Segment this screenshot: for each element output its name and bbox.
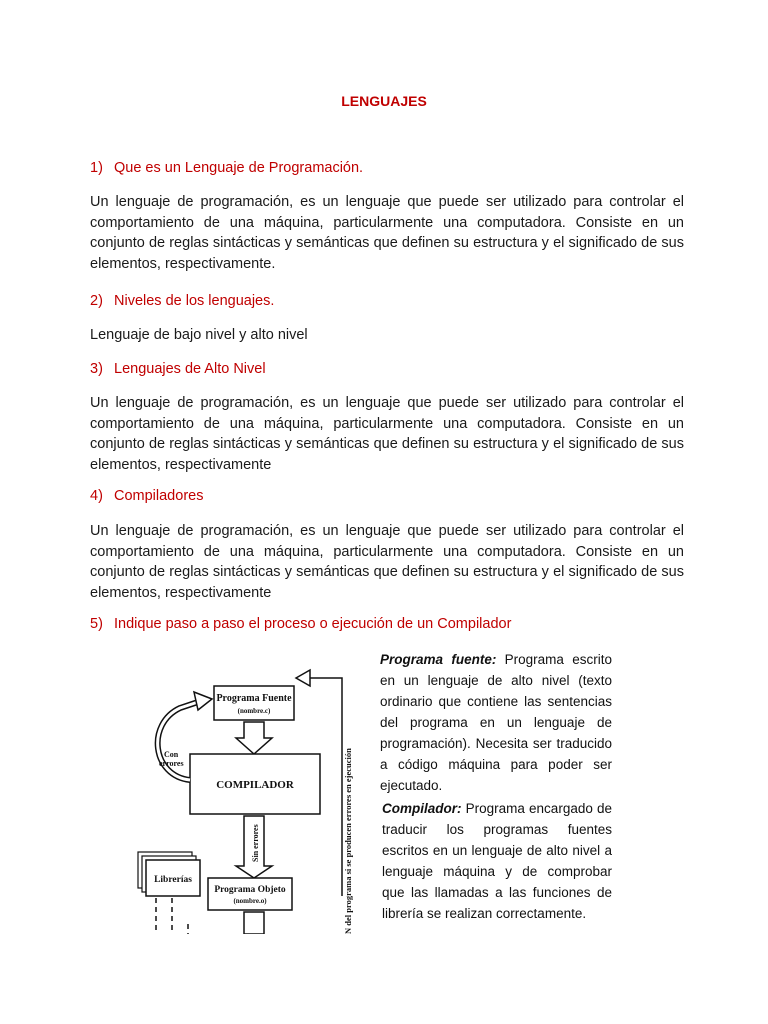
- section-heading-text: Niveles de los lenguajes.: [114, 293, 275, 309]
- object-box-label: Programa Objeto: [214, 885, 286, 895]
- section-number: 3): [90, 361, 103, 377]
- source-file-label: (nombre.c): [237, 707, 271, 715]
- source-definition: [380, 649, 612, 796]
- section-number: 5): [90, 616, 103, 632]
- section-3-body: Un lenguaje de programación, es un lenguaje que puede ser utilizado para controlar el comportamiento de una máquina, particularmente una computadora. Consiste en un conjunto de reglas sintácticas y semánticas que definen su estructura y el significado de sus elementos, respectivamente: [90, 395, 684, 473]
- section-1-body: Un lenguaje de programación, es un lenguaje que puede ser utilizado para controlar el comportamiento de una máquina, particularmente una computadora. Consiste en un conjunto de reglas sintácticas y semánticas que definen su estructura y el significado de sus elementos, respectivamente.: [90, 194, 684, 272]
- arrow-to-compiler: [236, 722, 272, 754]
- section-number: 4): [90, 488, 103, 504]
- page-title: LENGUAJES: [341, 93, 427, 109]
- errors-arrowhead: [194, 692, 212, 710]
- section-heading-text: Que es un Lenguaje de Programación.: [114, 160, 364, 176]
- vertical-execution-text: N del programa si se producen errores en ejecución: [343, 748, 353, 934]
- object-file-label: (nombre.o): [233, 897, 267, 905]
- section-heading-text: Lenguajes de Alto Nivel: [114, 361, 266, 377]
- errors-label-1: Con: [164, 750, 179, 759]
- source-box-label: Programa Fuente: [216, 693, 292, 704]
- errors-label-2: errores: [159, 759, 184, 768]
- figure-description: [380, 649, 612, 926]
- section-5-heading: [90, 616, 511, 632]
- arrow-down-continue: [244, 912, 264, 934]
- no-errors-label: Sin errores: [251, 824, 260, 862]
- return-arrowhead: [296, 670, 310, 686]
- section-heading-text: Compiladores: [114, 488, 204, 504]
- section-number: 2): [90, 293, 103, 309]
- compiler-figure: [132, 644, 622, 934]
- section-2-heading: [90, 293, 274, 309]
- section-2-body: Lenguaje de bajo nivel y alto nivel: [90, 327, 308, 343]
- source-term: Programa fuente:: [380, 652, 497, 667]
- section-1-heading: [90, 160, 363, 176]
- compiler-definition: [380, 798, 612, 924]
- compiler-box-label: COMPILADOR: [216, 779, 294, 791]
- compiler-term: Compilador:: [382, 801, 462, 816]
- section-4-body: Un lenguaje de programación, es un lenguaje que puede ser utilizado para controlar el comportamiento de una máquina, particularmente una computadora. Consiste en un conjunto de reglas sintácticas y semánticas que definen su estructura y el significado de sus elementos, respectivamente: [90, 523, 684, 601]
- compiler-diagram: [132, 644, 372, 934]
- compiler-desc: Programa encargado de traducir los programas fuentes escritos en un lenguaje de alto nivel a lenguaje máquina y de comprobar que las llamadas a las funciones de librería se realizan correctamente.: [382, 801, 612, 921]
- section-number: 1): [90, 160, 103, 176]
- section-4-heading: [90, 488, 203, 504]
- section-heading-text: Indique paso a paso el proceso o ejecución de un Compilador: [114, 616, 512, 632]
- libraries-label: Librerías: [154, 875, 192, 885]
- section-3-heading: [90, 361, 266, 377]
- source-desc: Programa escrito en un lenguaje de alto nivel (texto ordinario que contiene las sentencias del programa en un lenguaje de programación). Necesita ser traducido a código máquina para poder ser ejecutado.: [380, 652, 612, 793]
